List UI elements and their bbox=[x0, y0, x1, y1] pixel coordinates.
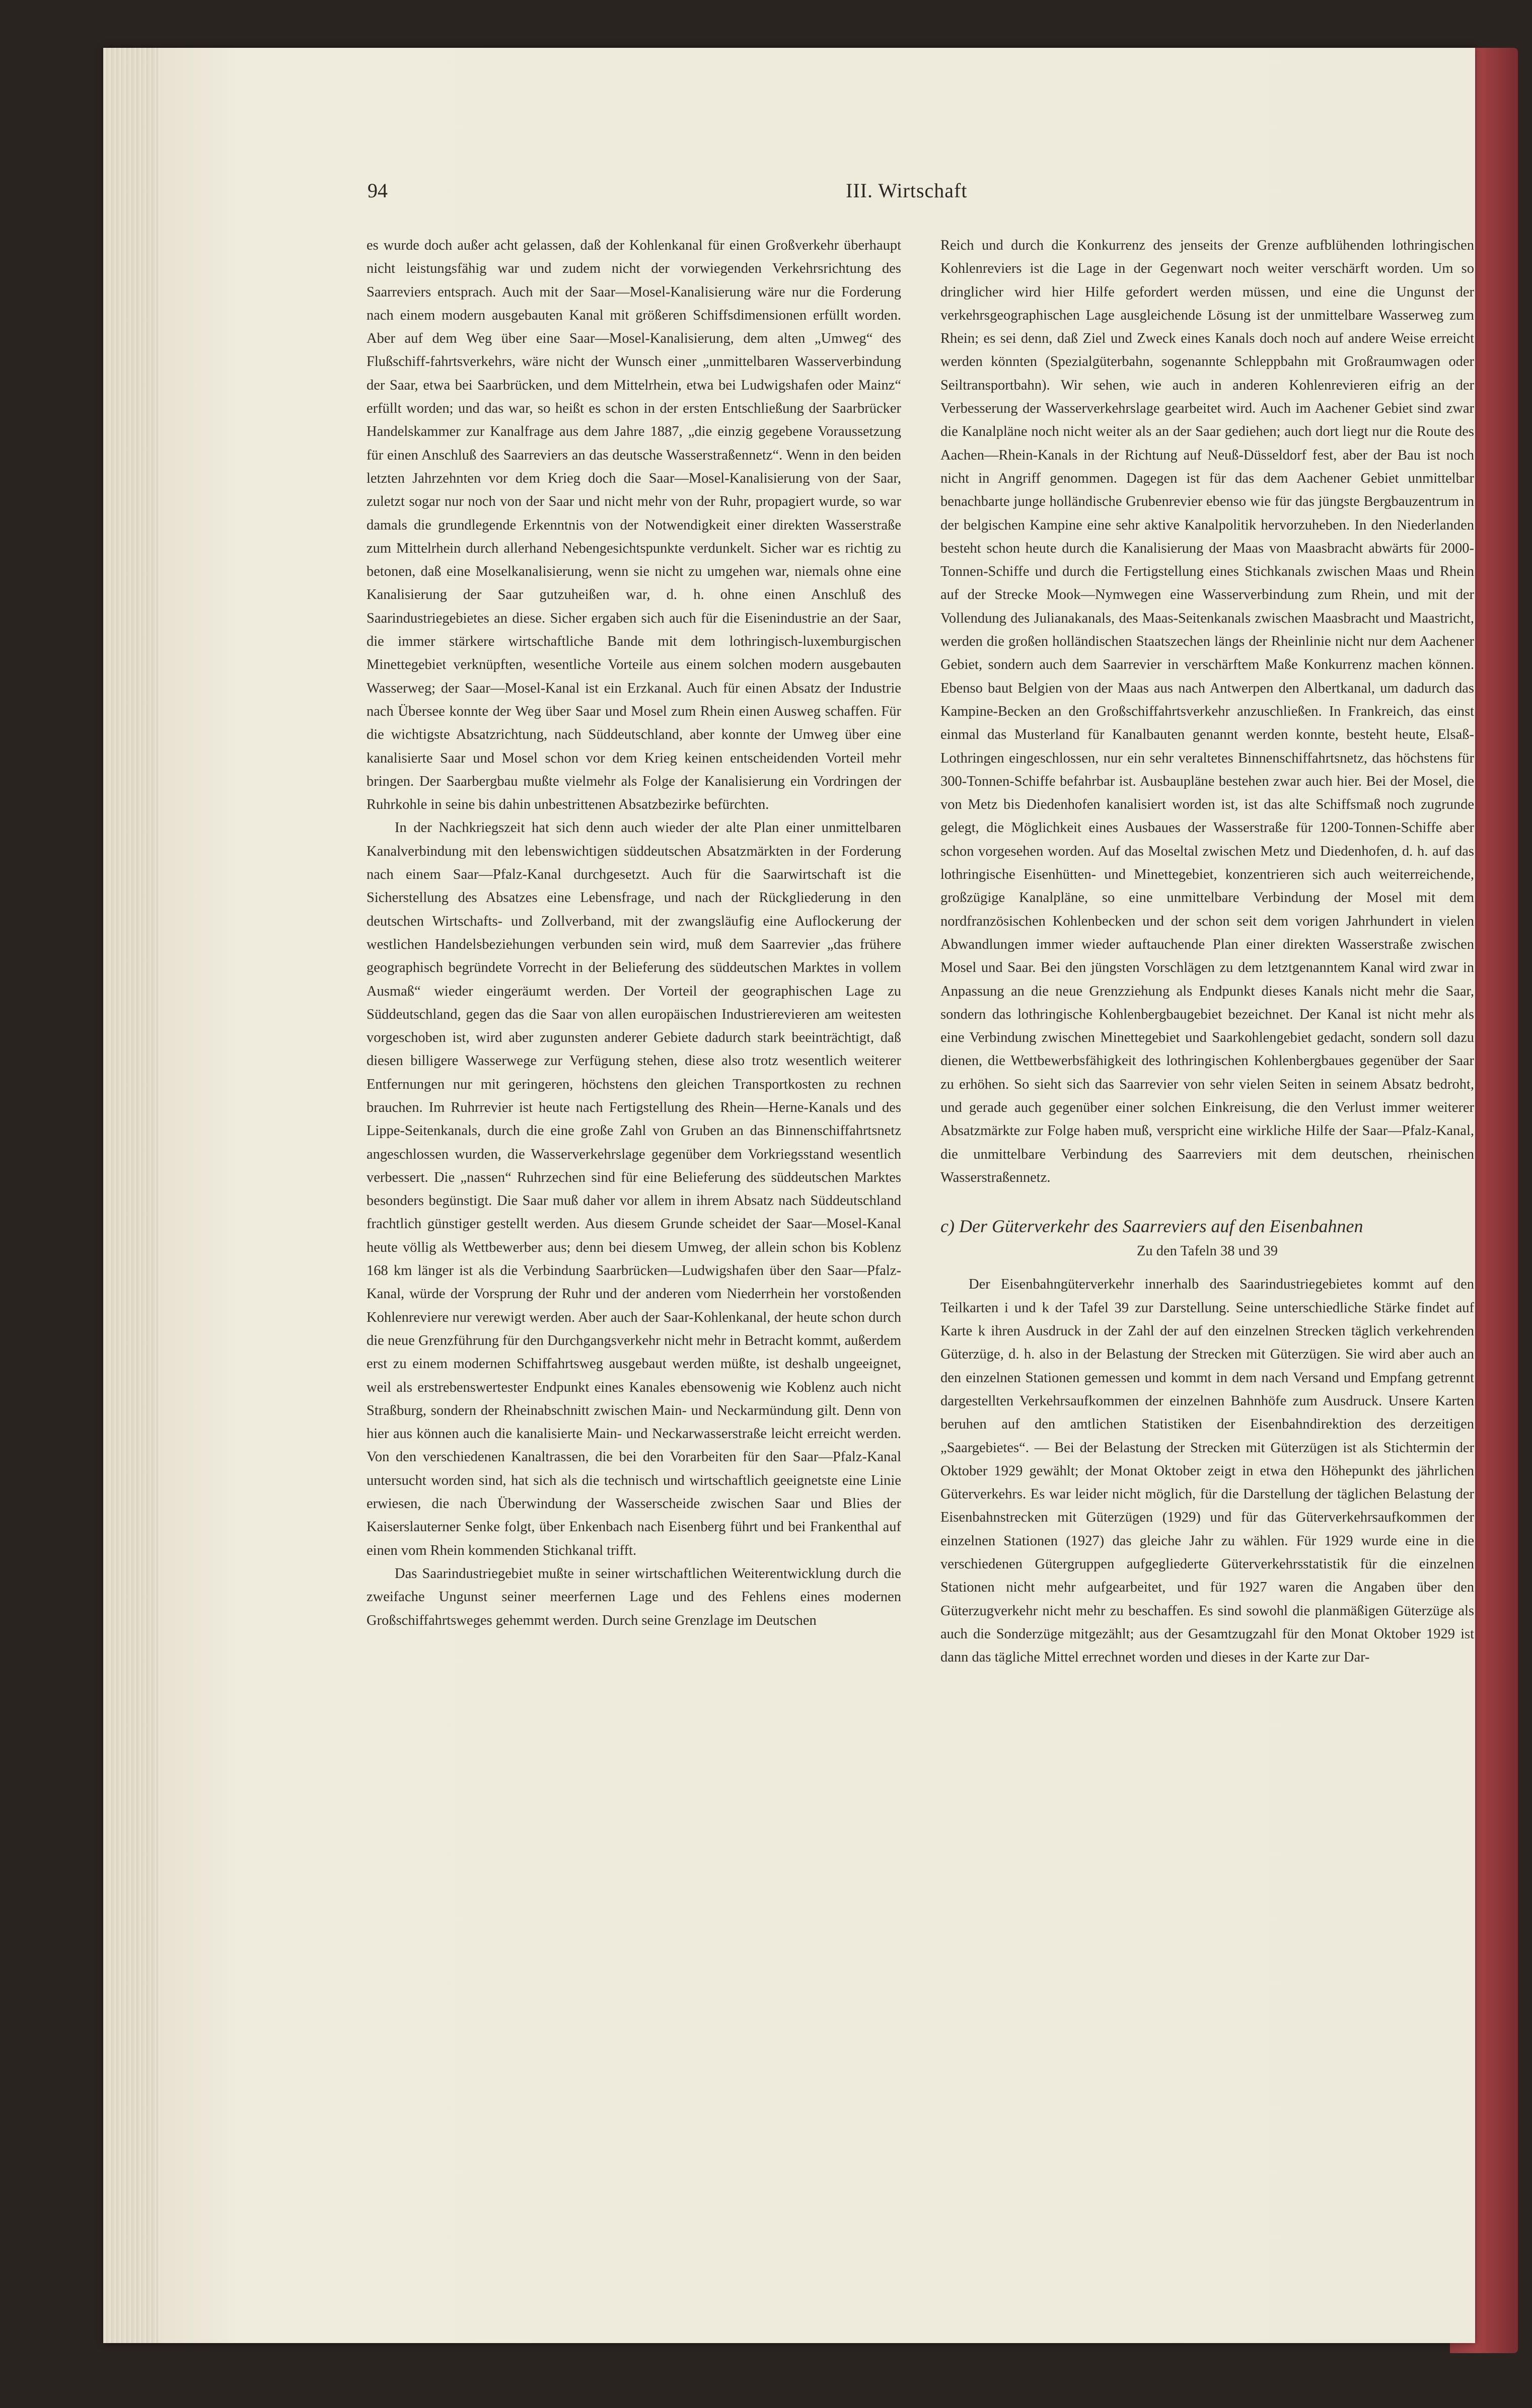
left-column bbox=[367, 234, 901, 1632]
left-paragraph-3: Das Saarindustriegebiet mußte in seiner wirtschaftlichen Weiterentwicklung durch die zweifache Ungunst seiner meerfernen Lage und des Fehlens eines modernen Großschiffahrtsweges gehemmt werden. Durch seine Grenzlage im Deutschen bbox=[367, 1565, 901, 1628]
section-heading: c) Der Güterverkehr des Saarreviers auf den Eisenbahnen bbox=[940, 1216, 1363, 1237]
right-column bbox=[940, 234, 1474, 1670]
right-paragraph-1: Reich und durch die Konkurrenz des jenseits der Grenze aufblühenden lothringischen Kohlenreviers ist die Lage in der Gegenwart noch weiter verschärft worden. Um so dringlicher wird hier Hilfe gefordert werden müssen, und eine die Ungunst der verkehrsgeographischen Lage ausgleichende Lösung ist der unmittelbare Wasserweg zum Rhein; es sei denn, daß Ziel und Zweck eines Kanals doch noch auf andere Weise erreicht werden könnten (Spezialgüterbahn, sogenannte Schleppbahn mit Großraumwagen oder Seiltransportbahn). Wir sehen, wie auch in anderen Kohlenrevieren eifrig an der Verbesserung der Wasserverkehrslage gearbeitet wird. Auch im Aachener Gebiet sind zwar die Kanalpläne noch nicht weiter als an der Saar gediehen; auch dort liegt nur die Route des Aachen—Rhein-Kanals in der Richtung auf Neuß-Düsseldorf fest, aber der Bau ist noch nicht in Angriff genommen. Dagegen ist für das dem Aachener Gebiet unmittelbar benachbarte junge holländische Grubenrevier ebenso wie für das jüngste Bergbauzentrum in der belgischen Kampine eine sehr aktive Kanalpolitik hervorzuheben. In den Niederlanden besteht schon heute durch die Kanalisierung der Maas von Maasbracht abwärts für 2000-Tonnen-Schiffe und durch die Fertigstellung eines Stichkanals zwischen Maas und Rhein auf der Strecke Mook—Nymwegen eine Wasserverbindung zum Rhein, und mit der Vollendung des Julianakanals, des Maas-Seitenkanals zwischen Maasbracht und Maastricht, werden die großen holländischen Staatszechen längs der Rheinlinie nicht nur dem Aachener Gebiet, sondern auch dem Saarrevier in verschärftem Maße Konkurrenz machen können. Ebenso baut Belgien von der Maas aus nach Antwerpen den Albertkanal, um dadurch das Kampine-Becken an den Großschiffahrtsverkehr anzuschließen. In Frankreich, das einst einmal das Musterland für Kanalbauten genannt werden konnte, besteht heute, Elsaß-Lothringen eingeschlossen, nur ein sehr veraltetes Binnenschiffahrtsnetz, das höchstens für 300-Tonnen-Schiffe befahrbar ist. Ausbaupläne bestehen zwar auch hier. Bei der Mosel, die von Metz bis Diedenhofen kanalisiert worden ist, ist das alte Schiffsmaß noch zugrunde gelegt, die Möglichkeit eines Ausbaues der Wasserstraße für 1200-Tonnen-Schiffe aber schon vorgesehen worden. Auf das Moseltal zwischen Metz und Diedenhofen, d. h. auf das lothringische Eisenhütten- und Minettegebiet, konzentrieren sich auch weiterreichende, großzügige Kanalpläne, so eine unmittelbare Verbindung der Mosel mit dem nordfranzösischen Kohlenbecken und der schon seit dem vorigen Jahrhundert in vielen Abwandlungen immer wieder auftauchende Plan einer direkten Wasserstraße zwischen Mosel und Saar. Bei den jüngsten Vorschlägen zu dem letztgenanntem Kanal wird zwar in Anpassung an die neue Grenzziehung als Endpunkt dieses Kanals nicht mehr die Saar, sondern das lothringische Kohlenbergbaugebiet bezeichnet. Der Kanal ist nicht mehr als eine Verbindung zwischen Minettegebiet und Saarkohlengebiet gedacht, sondern soll dazu dienen, die Wettbewerbsfähigkeit des lothringischen Kohlenbergbaues gegenüber der Saar zu erhöhen. So sieht sich das Saarrevier von sehr vielen Seiten in seinem Absatz bedroht, und gerade auch gegenüber einer solchen Einkreisung, die den Verlust immer weiterer Absatzmärkte zur Folge haben muß, verspricht eine wirkliche Hilfe der Saar—Pfalz-Kanal, die unmittelbare Verbindung des Saarreviers mit dem deutschen, rheinischen Wasserstraßennetz. bbox=[940, 238, 1474, 1185]
chapter-title: III. Wirtschaft bbox=[846, 179, 968, 202]
right-paragraph-2: Der Eisenbahngüterverkehr innerhalb des Saarindustriegebietes kommt auf den Teilkarten i und k der Tafel 39 zur Darstellung. Seine unterschiedliche Stärke findet auf Karte k ihren Ausdruck in der Zahl der auf den einzelnen Strecken täglich verkehrenden Güterzüge, d. h. also in der Belastung der Strecken mit Güterzügen. Sie wird aber auch an den einzelnen Stationen gemessen und kommt in dem nach Versand und Empfang getrennt dargestellten Verkehrsaufkommen der einzelnen Bahnhöfe zum Ausdruck. Unsere Karten beruhen auf den amtlichen Statistiken der Eisenbahndirektion des derzeitigen „Saargebietes“. — Bei der Belastung der Strecken mit Güterzügen ist als Stichtermin der Oktober 1929 gewählt; der Monat Oktober zeigt in etwa den Höhepunkt des jährlichen Güterverkehrs. Es war leider nicht möglich, für die Darstellung der täglichen Belastung der Eisenbahnstrecken mit Güterzügen (1929) und für das Güterverkehrsaufkommen der einzelnen Stationen (1927) das gleiche Jahr zu wählen. Für 1929 wurde eine in die verschiedenen Gütergruppen aufgegliederte Güterverkehrsstatistik für die einzelnen Stationen nicht mehr aufgearbeitet, und für 1927 waren die Angaben über den Güterzugverkehr nicht mehr zu beschaffen. Es sind sowohl die planmäßigen Güterzüge als auch die Sonderzüge mitgezählt; aus der Gesamtzugzahl für den Monat Oktober 1929 ist dann das tägliche Mittel errechnet worden und dieses in der Karte zur Dar- bbox=[940, 1276, 1474, 1666]
running-head bbox=[0, 179, 1532, 209]
page-stack-edges bbox=[103, 48, 159, 2343]
left-paragraph-1: es wurde doch außer acht gelassen, daß der Kohlenkanal für einen Großverkehr überhaupt nicht leistungsfähig war und zudem nicht der vorwiegenden Verkehrsrichtung des Saarreviers entsprach. Auch mit der Saar—Mosel-Kanalisierung wäre nur die Forderung nach einem modern ausgebauten Kanal mit größeren Schiffsdimensionen erfüllt worden. Aber auf dem Weg über eine Saar—Mosel-Kanalisierung, dem alten „Umweg“ des Flußschiff-fahrtsverkehrs, wäre nicht der Wunsch einer „unmittelbaren Wasserverbindung der Saar, etwa bei Saarbrücken, und dem Mittelrhein, etwa bei Ludwigshafen oder Mainz“ erfüllt worden; und das war, so heißt es schon in der ersten Entschließung der Saarbrücker Handelskammer zur Kanalfrage aus dem Jahre 1887, „die einzig gegebene Voraussetzung für einen Anschluß des Saarreviers an das deutsche Wasserstraßennetz“. Wenn in den beiden letzten Jahrzehnten vor dem Krieg doch die Saar—Mosel-Kanalisierung von der Saar, zuletzt sogar nur noch von der Saar und nicht mehr von der Ruhr, propagiert wurde, so war damals die grundlegende Erkenntnis von der Notwendigkeit einer direkten Wasserstraße zum Mittelrhein durch allerhand Nebengesichtspunkte verdunkelt. Sicher war es richtig zu betonen, daß eine Moselkanalisierung, wenn sie nicht zu umgehen war, niemals ohne eine Kanalisierung der Saar gutzuheißen war, d. h. ohne einen Anschluß des Saarindustriegebietes an diese. Sicher ergaben sich auch für die Eisenindustrie an der Saar, die immer stärkere wirtschaftliche Bande mit dem lothringisch-luxemburgischen Minettegebiet verknüpften, wesentliche Vorteile aus einem solchen modern ausgebauten Wasserweg; der Saar—Mosel-Kanal ist ein Erzkanal. Auch für einen Absatz der Industrie nach Übersee konnte der Weg über Saar und Mosel zum Rhein einen Ausweg schaffen. Für die wichtigste Absatzrichtung, nach Süddeutschland, aber konnte der Umweg über eine kanalisierte Saar und Mosel schon vor dem Krieg keinen entscheidenden Vorteil mehr bringen. Der Saarbergbau mußte vielmehr als Folge der Kanalisierung ein Vordringen der Ruhrkohle in seine bis dahin unbestrittenen Absatzbezirke befürchten. bbox=[367, 238, 901, 813]
page-number: 94 bbox=[368, 179, 388, 202]
section-subheading: Zu den Tafeln 38 und 39 bbox=[1136, 1243, 1278, 1259]
left-paragraph-2: In der Nachkriegszeit hat sich denn auch wieder der alte Plan einer unmittelbaren Kanalverbindung mit den lebenswichtigen süddeutschen Absatzmärkten in der Forderung nach einem Saar—Pfalz-Kanal durchgesetzt. Auch für die Saarwirtschaft ist die Sicherstellung des Absatzes eine Lebensfrage, und nach der Rückgliederung in den deutschen Wirtschafts- und Zollverband, mit der zwangsläufig eine Auflockerung der westlichen Handelsbeziehungen verbunden sein wird, muß dem Saarrevier „das frühere geographisch begründete Vorrecht in der Belieferung des süddeutschen Marktes in vollem Ausmaß“ wieder eingeräumt werden. Der Vorteil der geographischen Lage zu Süddeutschland, gegen das die Saar von allen europäischen Industrierevieren am weitesten vorgeschoben ist, wird aber zugunsten anderer Gebiete dadurch stark beeinträchtigt, daß diesen billigere Wasserwege zur Verfügung stehen, diese also trotz wesentlich weiterer Entfernungen nur mit geringeren, höchstens den gleichen Transportkosten zu rechnen brauchen. Im Ruhrrevier ist heute nach Fertigstellung des Rhein—Herne-Kanals und des Lippe-Seitenkanals, durch die eine große Zahl von Gruben an das Binnenschiffahrtsnetz angeschlossen wurden, die Wasserverkehrslage gegenüber dem Vorkriegsstand wesentlich verbessert. Die „nassen“ Ruhrzechen sind für eine Belieferung des süddeutschen Marktes besonders begünstigt. Die Saar muß daher vor allem in ihrem Absatz nach Süddeutschland frachtlich günstiger gestellt werden. Aus diesem Grunde scheidet der Saar—Mosel-Kanal heute völlig als Wettbewerber aus; denn bei diesem Umweg, der allein schon bis Koblenz 168 km länger ist als die Verbindung Saarbrücken—Ludwigshafen über den Saar—Pfalz-Kanal, würde der Vorsprung der Ruhr und der anderen vom Niederrhein her vorstoßenden Kohlenreviere nur verewigt werden. Aber auch der Saar-Kohlenkanal, der heute schon durch die neue Grenzführung für den Durchgangsverkehr nicht mehr in Betracht kommt, außerdem erst zu einem modernen Schiffahrtsweg ausgebaut werden müßte, ist deshalb ungeeignet, weil als erstrebenswertester Endpunkt eines Kanales ebensowenig wie Koblenz auch nicht Straßburg, sondern der Rheinabschnitt zwischen Main- und Neckarmündung gilt. Denn von hier aus können auch die kanalisierte Main- und Neckarwasserstraße leicht erreicht werden. Von den verschiedenen Kanaltrassen, die bei den Vorarbeiten für den Saar—Pfalz-Kanal untersucht worden sind, hat sich als die technisch und wirtschaftlich geeignetste eine Linie erwiesen, die nach Überwindung der Wasserscheide zwischen Saar und Blies der Kaiserslauterner Senke folgt, über Enkenbach nach Eisenberg führt und bei Frankenthal auf einen vom Rhein kommenden Stichkanal trifft. bbox=[367, 820, 901, 1558]
